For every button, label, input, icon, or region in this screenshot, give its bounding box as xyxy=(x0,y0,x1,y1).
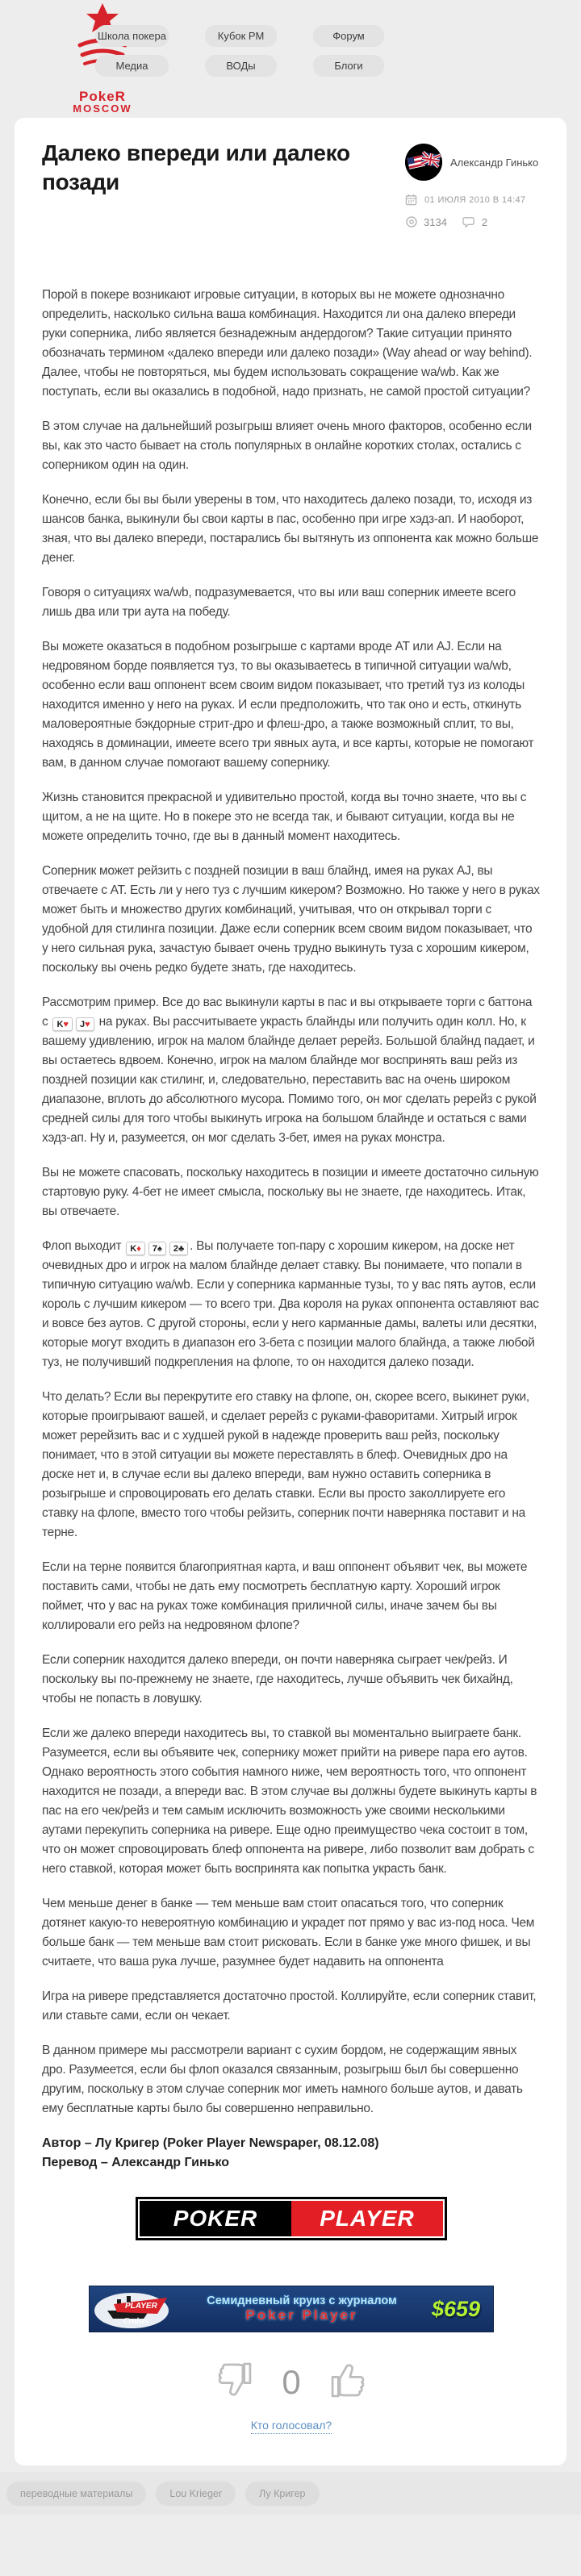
credit-author: Автор – Лу Кригер (Poker Player Newspaper, 08.12.08) xyxy=(42,2136,379,2150)
credit-translator: Перевод – Александр Гинько xyxy=(42,2156,230,2169)
playing-card-2c: 2♣ xyxy=(169,1242,188,1255)
logo-text xyxy=(58,90,147,114)
svg-text:PLAYER: PLAYER xyxy=(125,2302,157,2311)
flop-text-before: Флоп выходит xyxy=(42,1239,122,1253)
poker-player-logo[interactable] xyxy=(136,2197,447,2240)
paragraph: Вы можете оказаться в подобном розыгрыше с картами вроде AT или AJ. Если на недровяном борде появляется туз, то вы оказываетесь в типичной ситуации wa/wb, особенно если ваш оппонент всем своим видом показывает, что третий туз из колоды находится именно у него на руках. И если предположить, что так оно и есть, откинуть маловероятные бэкдорные стрит-дро и флеш-дро, а также возможный сплит, то вы, находясь в доминации, имеете всего три явных аута, и все карты, которые не помогают вам, в данном случае помогают вашему сопернику. xyxy=(42,640,534,770)
playing-card-kh: K♥ xyxy=(52,1017,72,1031)
paragraph: Игра на ривере представляется достаточно простой. Коллируйте, если соперник ставит, или ставьте сами, если он чекает. xyxy=(42,1989,537,2023)
paragraph: Конечно, если бы вы были уверены в том, что находитесь далеко позади, то, исходя из шансов банка, выкинули бы свои карты в пас, особенно при игре хэдз-ап. И наоборот, зная, что вы далеко впереди, постарались бы вытянуть из оппонента как можно больше денег. xyxy=(42,493,539,565)
svg-text:Cruises: Cruises xyxy=(123,2317,149,2326)
who-voted-link[interactable]: Кто голосовал? xyxy=(251,2419,332,2434)
paragraph: В данном примере мы рассмотрели вариант с сухим бордом, не содержащим явных дро. Разумеется, если бы флоп оказался связанным, розыгрыш был бы совершенно другим, поскольку в этом случае соперник мог иметь намного больше аутов, и давать ему бесплатные карты было бы совершенно неправильно. xyxy=(42,2044,523,2115)
logo-line2: MOSCOW xyxy=(73,102,132,115)
avatar[interactable] xyxy=(405,144,442,181)
author-name[interactable]: Александр Гинько xyxy=(450,156,539,169)
publish-date: 01 ИЮЛЯ 2010 В 14:47 xyxy=(424,194,526,205)
playing-card-7s: 7♠ xyxy=(148,1242,166,1255)
date-row xyxy=(405,194,541,206)
nav-vods[interactable]: ВОДы xyxy=(205,55,277,76)
nav-pm-cup[interactable]: Кубок РМ xyxy=(205,25,277,46)
who-voted-wrap xyxy=(42,2419,541,2433)
banner-price: $659 xyxy=(431,2296,481,2321)
tag-translated-materials[interactable]: переводные материалы xyxy=(6,2482,146,2506)
author-row xyxy=(405,144,541,181)
credit-block xyxy=(42,2134,541,2173)
vote-count: 0 xyxy=(282,2362,301,2401)
paragraph: Говоря о ситуациях wa/wb, подразумевается, что вы или ваш соперник имеете всего лишь два или три аута на победу. xyxy=(42,586,516,619)
footer-tags-bar xyxy=(0,2472,581,2515)
article-card xyxy=(15,118,566,2465)
main-nav xyxy=(95,25,384,76)
nav-poker-school[interactable]: Школа покера xyxy=(95,25,169,46)
flags-avatar-image xyxy=(405,144,442,181)
article-body xyxy=(42,286,541,2433)
flop-text-after: . Вы получаете топ-пару с хорошим кикером, на доске нет очевидных дро и игрок на малом блайнде делает ставку. Вы понимаете, что попали в типичную ситуацию wa/wb. Если у соперника карманные тузы, то у вас пять аутов, если король с лучшим кикером — то всего три. Два короля на руках оппонента оставляют вас и вовсе без аутов. С другой стороны, если у него карманные дамы, валеты или десятки, которые могут входить в диапазон его 3-бета с позиции малого блайнда, а также любой туз, не получивший подкрепления на флопе, то он находится далеко позади. xyxy=(42,1239,539,1369)
views-count: 3134 xyxy=(424,215,447,228)
hand-text-after: на руках. Вы рассчитываете украсть блайнды или получить один колл. Но, к вашему удивлению, игрок на малом блайнде делает ререйз. Большой блайнд падает, и вы остаетесь вдвоем. Конечно, игрок на малом блайнде мог воспринять ваш рейз из поздней позиции как стилинг, и, следовательно, переставить вас на очень широком диапазоне, вплоть до абсолютного мусора. Помимо того, он мог сделать ререйз с рукой средней силы для того чтобы выкинуть игрока на большом блайнде и остаться с вами хэдз-ап. Ну и, разумеется, он мог сделать 3-бет, имея на руках монстра. xyxy=(42,1015,537,1145)
calendar-icon xyxy=(405,194,417,206)
nav-forum[interactable]: Форум xyxy=(313,25,384,46)
paragraph: Вы не можете спасовать, поскольку находитесь в позиции и имеете достаточно сильную стартовую руку. 4-бет не имеет смысла, поскольку вы не знаете, где находитесь. Итак, вы отвечаете. xyxy=(42,1166,539,1218)
paragraph: Что делать? Если вы перекрутите его ставку на флопе, он, скорее всего, выкинет руки, которые проигрывают вашей, и сделает ререйз с руками-фаворитами. Хитрый игрок может ререйзить вас и с худшей рукой в надежде проверить ваш рейз, поскольку понимает, что в этой ситуации вы можете переставлять в блеф. Очевидных дро на доске нет и, в случае если вы далеко впереди, вам нужно оставить соперника в розыгрыше и спровоцировать его делать ставки. Если вы просто заколлируете его ставку на флопе, вместо того чтобы рейзить, соперник почти наверняка поставит и на терне. xyxy=(42,1390,529,1539)
comments-count[interactable]: 2 xyxy=(481,215,488,228)
poker-player-logo-left: POKER xyxy=(140,2201,291,2236)
playing-card-jh: J♥ xyxy=(76,1017,94,1031)
cruise-banner-ad[interactable] xyxy=(89,2286,494,2332)
site-header xyxy=(0,0,581,118)
hand-text-before: Рассмотрим пример. Все до вас выкинули карты в пас и вы открываете торги с баттона с xyxy=(42,996,533,1029)
playing-card-kd: K♦ xyxy=(126,1242,145,1255)
paragraph-with-hand-cards xyxy=(42,993,541,1148)
poker-player-logo-right: PLAYER xyxy=(291,2201,443,2236)
paragraph: Если соперник находится далеко впереди, он почти наверняка сыграет чек/рейз. И поскольку вы по-прежнему не знаете, где находитесь, лучше объявить чек бихайнд, чтобы не попасть в ловушку. xyxy=(42,1653,513,1706)
article-head xyxy=(42,139,541,268)
stats-row xyxy=(405,215,541,228)
banner-magazine-name: Poker Player xyxy=(245,2307,358,2323)
thumb-up-button[interactable] xyxy=(325,2357,372,2407)
paragraph: Если же далеко впереди находитесь вы, то ставкой вы моментально выиграете банк. Разумеется, если вы объявите чек, сопернику может прийти на ривере пара его аутов. Однако вероятность этого события намного ниже, чем вероятность того, что оппонент находится не позади, а впереди вас. В этом случае вы должны будете выкинуть карты в пас на его чек/рейз и тем самым исключить возможность уже своими несколькими аутами перекупить соперника на ривере. Еще одно преимущество чека состоит в том, что он может спровоцировать блеф оппонента на ривере, либо позволит вам добрать с него ставкой, которая может быть воспринята как попытка украсть банк. xyxy=(42,1726,537,1876)
nav-blogs[interactable]: Блоги xyxy=(313,55,384,76)
tag-lou-krieger-ru[interactable]: Лу Кригер xyxy=(245,2482,319,2506)
paragraph: В этом случае на дальнейший розыгрыш влияет очень много факторов, особенно если вы, как это часто бывает на столь популярных в онлайне коротких столах, остались с соперником один на один. xyxy=(42,420,532,472)
paragraph: Чем меньше денег в банке — тем меньше вам стоит опасаться того, что соперник дотянет какую-то невероятную комбинацию и украдет пот прямо у вас из-под носа. Чем больше банк — тем меньше вам стоит рисковать. Если в банке уже много фишек, и вы считаете, что ваша рука лучше, разумнее будет надавить на оппонента xyxy=(42,1897,535,1969)
logo-line1: PokeR xyxy=(79,89,126,104)
vote-row xyxy=(42,2357,541,2407)
comments-icon[interactable] xyxy=(462,215,476,228)
paragraph: Жизнь становится прекрасной и удивительно простой, когда вы точно знаете, что вы с щитом, а не на щите. Но в покере это не всегда так, и бывают ситуации, когда вы не можете определить точно, где вы в данный момент находитесь. xyxy=(42,791,527,843)
paragraph: Порой в покере возникают игровые ситуации, в которых вы не можете однозначно определить, насколько сильна ваша комбинация. Находится ли она далеко впереди руки соперника, либо является безнадежным андердогом? Такие ситуации принято обозначать термином «далеко впереди или далеко позади» (Way ahead or way behind). Далее, чтобы не повторяться, мы будем использовать сокращение wa/wb. Как же поступать, если вы оказались в подобной, надо признать, не самой простой ситуации? xyxy=(42,288,533,399)
tag-lou-krieger-en[interactable]: Lou Krieger xyxy=(156,2482,236,2506)
cruise-logo xyxy=(90,2286,185,2332)
paragraph-with-flop-cards xyxy=(42,1237,541,1372)
page-title: Далеко впереди или далеко позади xyxy=(42,140,350,195)
paragraph: Если на терне появится благоприятная карта, и ваш оппонент объявит чек, вы можете поставить сами, чтобы не дать ему посмотреть бесплатную карту. Хороший игрок поймет, что у вас на руках тоже комбинация приличной силы, иначе зачем бы вы коллировали его рейз на недровяном флопе? xyxy=(42,1560,528,1632)
thumb-down-button[interactable] xyxy=(211,2357,257,2407)
paragraph: Соперник может рейзить с поздней позиции в ваш блайнд, имея на руках AJ, вы отвечаете с AT. Есть ли у него туз с лучшим кикером? Возможно. Но также у него в руках может быть и множество других комбинаций, учитывая, что он открывал торги с удобной для стилинга позиции. Даже если соперник всем своим видом показывает, что у него сильная рука, зачастую бывает очень трудно выкинуть туза с хорошим кикером, поскольку вы очень редко будете знать, где находитесь. xyxy=(42,864,540,975)
views-icon xyxy=(405,215,418,228)
nav-media[interactable]: Медиа xyxy=(95,55,169,76)
article-meta xyxy=(405,144,541,228)
banner-headline: Семидневный круиз с журналом xyxy=(207,2294,397,2307)
